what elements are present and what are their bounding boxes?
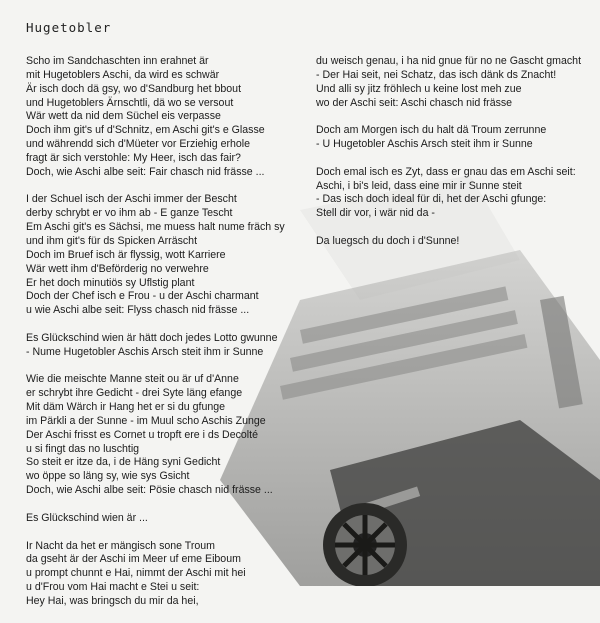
lyric-line: Es Glückschind wien är ... (26, 511, 148, 524)
lyric-line: - U Hugetobler Aschis Arsch steit ihm ir Sunne (316, 138, 533, 151)
lyric-line: Wär wett ihm d'Beförderig no verwehre (26, 262, 209, 275)
lyric-line: u si fingt das no luschtig (26, 442, 140, 455)
lyric-line: wo der Aschi seit: Aschi chasch nid frässe (316, 96, 513, 109)
lyric-line: Er het doch minutiös sy Uflstig plant (26, 276, 195, 289)
lyric-line: und ihm git's für ds Spicken Arräscht (26, 234, 198, 247)
song-title: Hugetobler (26, 20, 112, 35)
lyric-line: Doch ihm git's uf d'Schnitz, em Aschi git's e Glasse (26, 124, 265, 137)
lyric-line: Doch, wie Aschi albe seit: Fair chasch nid frässe ... (26, 165, 265, 178)
lyric-line: - Der Hai seit, nei Schatz, das isch dänk ds Znacht! (316, 68, 557, 81)
stanza (26, 193, 296, 318)
lyric-line: da gseht är der Aschi im Meer uf eme Eiboum (26, 553, 241, 566)
lyric-line: und Hugetoblers Ärnschtli, dä wo se versout (26, 96, 234, 109)
lyric-line: Wär wett da nid dem Süchel eis verpasse (26, 110, 221, 123)
lyric-line: Stell dir vor, i wär nid da - (316, 207, 435, 220)
lyric-line: Doch am Morgen isch du halt dä Troum zerrunne (316, 124, 547, 137)
lyric-line: Doch im Bruef isch är flyssig, wott Karriere (26, 248, 226, 261)
lyric-line: Wie die meischte Manne steit ou är uf d'Anne (26, 373, 239, 386)
lyric-line: Doch emal isch es Zyt, dass er gnau das em Aschi seit: (316, 165, 576, 178)
lyric-line: derby schrybt er vo ihm ab - E ganze Tescht (26, 207, 233, 220)
lyric-line: I der Schuel isch der Aschi immer der Bescht (26, 193, 237, 206)
lyric-line: fragt är sich verstohle: My Heer, isch das fair? (26, 151, 241, 164)
lyric-line: Hey Hai, was bringsch du mir da hei, (26, 594, 199, 607)
stanza (316, 55, 586, 110)
lyric-line: u wie Aschi albe seit: Flyss chasch nid frässe ... (26, 304, 250, 317)
lyric-line: Der Aschi frisst es Cornet u tropft ere i ds Decolté (26, 428, 258, 441)
stanza (26, 55, 296, 180)
lyric-line: - Das isch doch ideal für di, het der Aschi gfunge: (316, 193, 547, 206)
lyric-line: Und alli sy jitz fröhlech u keine lost meh zue (316, 82, 522, 95)
stanza (26, 540, 296, 609)
lyrics-left-column (26, 55, 296, 623)
lyric-line: u prompt chunnt e Hai, nimmt der Aschi mit hei (26, 567, 246, 580)
lyric-line: u d'Frou vom Hai macht e Stei u seit: (26, 581, 200, 594)
lyric-line: Är isch doch dä gsy, wo d'Sandburg het bbout (26, 82, 242, 95)
lyric-line: - Nume Hugetobler Aschis Arsch steit ihm ir Sunne (26, 345, 264, 358)
lyric-line: er schrybt ihre Gedicht - drei Syte läng efange (26, 387, 243, 400)
lyric-line: So steit er itze da, i de Häng syni Gedicht (26, 456, 221, 469)
lyric-line: wo öppe so läng sy, wie sys Gsicht (26, 470, 190, 483)
lyric-line: mit Hugetoblers Aschi, da wird es schwär (26, 68, 220, 81)
lyric-line: Mit däm Wärch ir Hang het er si du gfunge (26, 401, 226, 414)
lyric-line: Doch der Chef isch e Frou - u der Aschi charmant (26, 290, 259, 303)
lyric-line: Ir Nacht da het er mängisch sone Troum (26, 539, 216, 552)
lyric-line: im Pärkli a der Sunne - im Muul scho Aschis Zunge (26, 414, 266, 427)
lyric-line: Aschi, i bi's leid, dass eine mir ir Sunne steit (316, 179, 522, 192)
lyrics-right-column (316, 55, 586, 263)
lyric-line: du weisch genau, i ha nid gnue für no ne Gascht gmacht (316, 55, 582, 67)
lyric-line: Doch, wie Aschi albe seit: Pösie chasch nid frässe ... (26, 484, 273, 497)
stanza (316, 235, 586, 249)
stanza (26, 332, 296, 360)
lyric-line: Es Glückschind wien är hätt doch jedes Lotto gwunne (26, 331, 278, 344)
lyric-line: Da luegsch du doch i d'Sunne! (316, 234, 460, 247)
stanza (316, 166, 586, 221)
lyric-line: Scho im Sandchaschten inn erahnet är (26, 55, 209, 67)
stanza (26, 373, 296, 498)
stanza (26, 512, 296, 526)
lyric-line: Em Aschi git's es Sächsi, me muess halt nume fräch sy (26, 221, 285, 234)
stanza (316, 124, 586, 152)
lyric-line: und währendd sich d'Müeter vor Erziehig erhole (26, 138, 251, 151)
